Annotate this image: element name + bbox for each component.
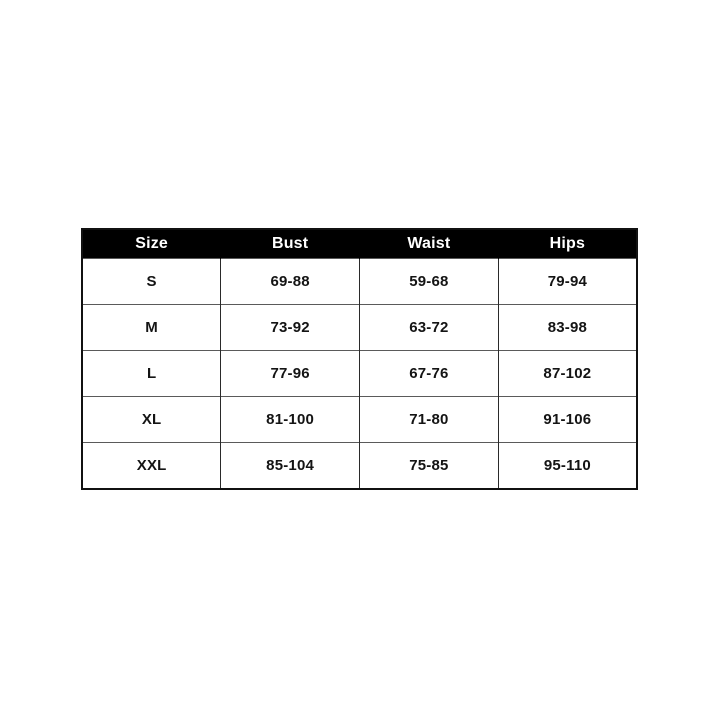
table-row-xxl — [82, 443, 637, 490]
cell-size-label: M — [82, 305, 221, 351]
cell-hips-range: 79-94 — [498, 259, 637, 305]
table-row-l — [82, 351, 637, 397]
cell-bust-range: 73-92 — [221, 305, 360, 351]
cell-hips-range: 83-98 — [498, 305, 637, 351]
cell-hips-range: 91-106 — [498, 397, 637, 443]
cell-waist-range: 59-68 — [360, 259, 499, 305]
column-header-bust: Bust — [221, 229, 360, 259]
column-header-waist: Waist — [360, 229, 499, 259]
size-chart — [81, 228, 638, 490]
cell-waist-range: 63-72 — [360, 305, 499, 351]
size-chart-table — [81, 228, 638, 490]
cell-waist-range: 75-85 — [360, 443, 499, 490]
cell-waist-range: 71-80 — [360, 397, 499, 443]
cell-bust-range: 77-96 — [221, 351, 360, 397]
column-header-hips: Hips — [498, 229, 637, 259]
cell-hips-range: 87-102 — [498, 351, 637, 397]
table-row-xl — [82, 397, 637, 443]
cell-size-label: L — [82, 351, 221, 397]
cell-bust-range: 81-100 — [221, 397, 360, 443]
size-chart-header-row — [82, 229, 637, 259]
cell-bust-range: 85-104 — [221, 443, 360, 490]
cell-waist-range: 67-76 — [360, 351, 499, 397]
cell-size-label: S — [82, 259, 221, 305]
cell-bust-range: 69-88 — [221, 259, 360, 305]
cell-size-label: XL — [82, 397, 221, 443]
column-header-size: Size — [82, 229, 221, 259]
table-row-m — [82, 305, 637, 351]
cell-hips-range: 95-110 — [498, 443, 637, 490]
cell-size-label: XXL — [82, 443, 221, 490]
table-row-s — [82, 259, 637, 305]
